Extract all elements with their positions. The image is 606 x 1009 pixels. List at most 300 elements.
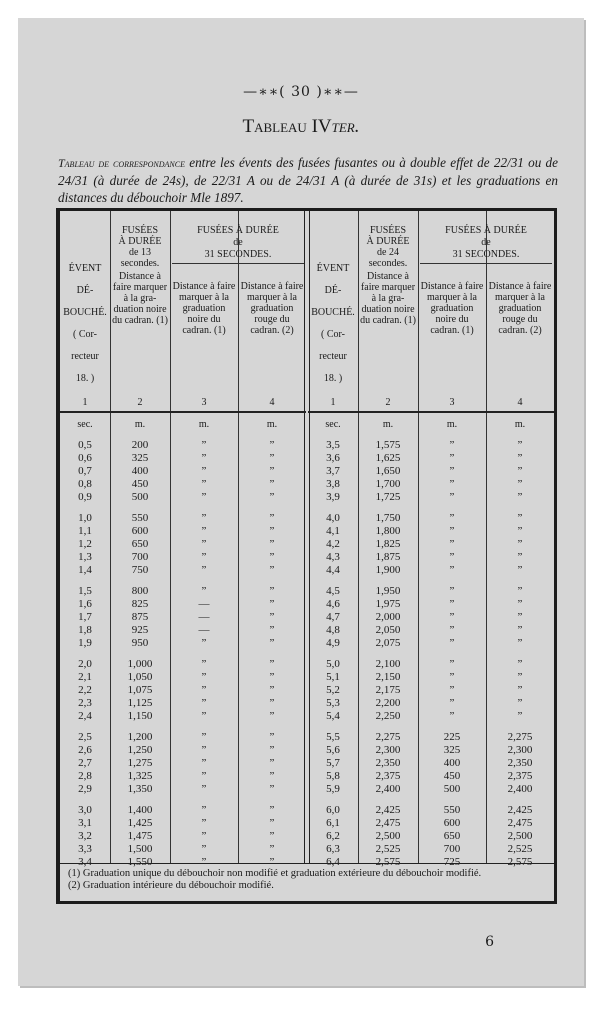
group-header-rule <box>172 263 304 264</box>
table-cell: 2,000 <box>375 611 401 623</box>
table-cell: ” <box>517 710 523 722</box>
table-cell: 2,350 <box>507 757 533 769</box>
table-cell: 5,7 <box>326 757 340 769</box>
page-number: 6 <box>485 934 494 950</box>
table-cell: ” <box>269 439 275 451</box>
table-cell: ” <box>449 684 455 696</box>
table-cell: 450 <box>443 770 461 782</box>
table-cell: 2,275 <box>375 731 401 743</box>
table-cell: 2,175 <box>375 684 401 696</box>
table-cell: 3,6 <box>326 452 340 464</box>
table-cell: ” <box>269 624 275 636</box>
table-cell: 1,5 <box>78 585 92 597</box>
column-number: 2 <box>385 397 391 408</box>
table-cell: 0,5 <box>78 439 92 451</box>
table-cell: ” <box>201 585 207 597</box>
table-cell: — <box>198 611 210 623</box>
table-cell: 2,525 <box>375 843 401 855</box>
table-cell: 3,9 <box>326 491 340 503</box>
unit-label: m. <box>514 419 526 430</box>
table-cell: ” <box>269 783 275 795</box>
table-cell: 700 <box>131 551 149 563</box>
group-header-rule <box>420 263 552 264</box>
table-cell: 2,7 <box>78 757 92 769</box>
table-cell: ” <box>269 856 275 868</box>
table-cell: 5,6 <box>326 744 340 756</box>
table-cell: 3,0 <box>78 804 92 816</box>
table-cell: 0,6 <box>78 452 92 464</box>
footnote-2: (2) Graduation intérieure du débouchoir modifié. <box>68 880 274 891</box>
table-cell: ” <box>201 697 207 709</box>
header-de: DÉ- <box>324 285 342 296</box>
table-cell: ” <box>201 770 207 782</box>
table-cell: ” <box>517 637 523 649</box>
table-cell: 6,1 <box>326 817 340 829</box>
header-recteur: recteur <box>319 351 347 362</box>
header-fusees-sub: À DURÉE <box>118 236 162 247</box>
table-cell: 1,350 <box>127 783 153 795</box>
table-cell: ” <box>449 564 455 576</box>
table-cell: 2,150 <box>375 671 401 683</box>
table-cell: 2,3 <box>78 697 92 709</box>
table-cell: 3,5 <box>326 439 340 451</box>
table-cell: 2,200 <box>375 697 401 709</box>
table-cell: 1,650 <box>375 465 401 477</box>
table-cell: 2,050 <box>375 624 401 636</box>
table-cell: 2,300 <box>507 744 533 756</box>
table-cell: ” <box>517 538 523 550</box>
footnote-1: (1) Graduation unique du débouchoir non modifié et graduation extérieure du débouchoir modifié. <box>68 868 482 879</box>
column-number: 1 <box>82 397 88 408</box>
table-cell: ” <box>269 843 275 855</box>
table-cell: ” <box>517 697 523 709</box>
table-cell: ” <box>269 744 275 756</box>
table-cell: 2,300 <box>375 744 401 756</box>
table-cell: 550 <box>131 512 149 524</box>
table-cell: 5,3 <box>326 697 340 709</box>
table-cell: ” <box>201 817 207 829</box>
table-cell: 5,8 <box>326 770 340 782</box>
column-number: 3 <box>201 397 207 408</box>
table-cell: ” <box>517 684 523 696</box>
table-cell: 725 <box>443 856 461 868</box>
table-cell: ” <box>449 611 455 623</box>
table-cell: 2,375 <box>375 770 401 782</box>
table-cell: 550 <box>443 804 461 816</box>
table-cell: ” <box>201 512 207 524</box>
table-cell: 4,8 <box>326 624 340 636</box>
table-cell: 2,575 <box>507 856 533 868</box>
table-cell: 950 <box>131 637 149 649</box>
header-cor: ( Cor- <box>321 329 345 340</box>
table-cell: ” <box>269 551 275 563</box>
table-cell: ” <box>201 783 207 795</box>
table-cell: ” <box>269 710 275 722</box>
table-cell: 5,1 <box>326 671 340 683</box>
table-cell: 1,800 <box>375 525 401 537</box>
unit-label: m. <box>134 419 146 430</box>
table-cell: 2,425 <box>507 804 533 816</box>
table-cell: 3,8 <box>326 478 340 490</box>
table-cell: 1,900 <box>375 564 401 576</box>
table-cell: ” <box>517 624 523 636</box>
table-cell: ” <box>201 658 207 670</box>
table-cell: ” <box>449 491 455 503</box>
table-cell: 325 <box>443 744 461 756</box>
header-col4-text: Distance à faire marquer à la graduation rouge du cadran. (2) <box>240 281 304 336</box>
column-number: 4 <box>269 397 275 408</box>
table-cell: ” <box>269 452 275 464</box>
table-cell: 5,2 <box>326 684 340 696</box>
table-cell: ” <box>201 710 207 722</box>
table-cell: ” <box>269 491 275 503</box>
table-cell: 2,275 <box>507 731 533 743</box>
table-cell: 2,6 <box>78 744 92 756</box>
header-col2-text: Distance à faire marquer à la gra- duation noire du cadran. (1) <box>112 271 168 326</box>
table-cell: ” <box>269 512 275 524</box>
table-cell: 1,4 <box>78 564 92 576</box>
column-number: 2 <box>137 397 143 408</box>
table-cell: 4,9 <box>326 637 340 649</box>
table-cell: 925 <box>131 624 149 636</box>
column-number: 3 <box>449 397 455 408</box>
header-group31: FUSÉES À DURÉE <box>445 225 527 236</box>
table-cell: ” <box>449 439 455 451</box>
unit-label: m. <box>266 419 278 430</box>
table-cell: 1,9 <box>78 637 92 649</box>
table-cell: ” <box>517 585 523 597</box>
table-cell: 650 <box>131 538 149 550</box>
table-cell: ” <box>449 465 455 477</box>
table-cell: 5,9 <box>326 783 340 795</box>
table-cell: ” <box>517 551 523 563</box>
table-cell: 3,4 <box>78 856 92 868</box>
table-cell: 2,375 <box>507 770 533 782</box>
header-fusees: FUSÉES <box>121 225 159 236</box>
correspondence-table <box>56 208 557 904</box>
table-cell: ” <box>449 585 455 597</box>
table-cell: ” <box>201 439 207 451</box>
table-cell: ” <box>449 598 455 610</box>
table-cell: ” <box>201 452 207 464</box>
table-cell: ” <box>449 637 455 649</box>
table-cell: 5,5 <box>326 731 340 743</box>
header-col4-text: Distance à faire marquer à la graduation rouge du cadran. (2) <box>488 281 552 336</box>
table-cell: 1,0 <box>78 512 92 524</box>
table-cell: 0,7 <box>78 465 92 477</box>
table-cell: — <box>198 598 210 610</box>
table-cell: 2,100 <box>375 658 401 670</box>
table-cell: 600 <box>443 817 461 829</box>
table-cell: 4,0 <box>326 512 340 524</box>
table-cell: 1,8 <box>78 624 92 636</box>
header-group31-sec: 31 SECONDES. <box>452 249 520 260</box>
table-cell: ” <box>517 564 523 576</box>
table-cell: 2,1 <box>78 671 92 683</box>
table-cell: ” <box>269 817 275 829</box>
header-fusees-sec: secondes. <box>120 258 160 269</box>
table-cell: ” <box>517 439 523 451</box>
table-cell: 3,7 <box>326 465 340 477</box>
header-recteur: recteur <box>71 351 99 362</box>
table-cell: ” <box>201 757 207 769</box>
table-cell: 750 <box>131 564 149 576</box>
header-cor: ( Cor- <box>73 329 97 340</box>
table-cell: — <box>198 624 210 636</box>
table-cell: 1,400 <box>127 804 153 816</box>
header-col2-text: Distance à faire marquer à la gra- duation noire du cadran. (1) <box>360 271 416 326</box>
table-cell: 1,700 <box>375 478 401 490</box>
table-cell: ” <box>517 512 523 524</box>
table-cell: 2,475 <box>375 817 401 829</box>
table-half-left <box>60 211 306 868</box>
header-fusees-de: de 24 <box>377 247 399 258</box>
table-cell: 2,575 <box>375 856 401 868</box>
table-cell: 875 <box>131 611 149 623</box>
table-cell: 1,825 <box>375 538 401 550</box>
table-cell: ” <box>517 598 523 610</box>
table-cell: 2,0 <box>78 658 92 670</box>
header-18: 18. ) <box>323 373 343 384</box>
table-cell: ” <box>449 538 455 550</box>
table-cell: ” <box>269 684 275 696</box>
table-cell: 4,7 <box>326 611 340 623</box>
unit-label: m. <box>382 419 394 430</box>
table-cell: 6,3 <box>326 843 340 855</box>
table-cell: ” <box>517 478 523 490</box>
table-cell: 1,750 <box>375 512 401 524</box>
header-col3-text: Distance à faire marquer à la graduation noire du cadran. (1) <box>420 281 484 336</box>
table-cell: 225 <box>443 731 461 743</box>
table-cell: 2,2 <box>78 684 92 696</box>
table-cell: 1,200 <box>127 731 153 743</box>
table-cell: 1,125 <box>127 697 153 709</box>
table-cell: ” <box>201 744 207 756</box>
table-cell: ” <box>517 491 523 503</box>
table-cell: 1,7 <box>78 611 92 623</box>
table-cell: ” <box>201 491 207 503</box>
table-cell: 6,4 <box>326 856 340 868</box>
header-rule <box>308 411 554 413</box>
unit-label: m. <box>446 419 458 430</box>
table-cell: ” <box>449 512 455 524</box>
table-cell: ” <box>449 525 455 537</box>
table-cell: 1,150 <box>127 710 153 722</box>
table-cell: 325 <box>131 452 149 464</box>
table-cell: ” <box>269 757 275 769</box>
table-cell: ” <box>201 637 207 649</box>
footnotes <box>60 863 554 901</box>
table-cell: 2,525 <box>507 843 533 855</box>
table-cell: ” <box>269 564 275 576</box>
table-cell: 1,625 <box>375 452 401 464</box>
table-cell: 4,2 <box>326 538 340 550</box>
table-cell: ” <box>269 830 275 842</box>
table-cell: 4,6 <box>326 598 340 610</box>
table-cell: 800 <box>131 585 149 597</box>
table-cell: 4,4 <box>326 564 340 576</box>
table-cell: 500 <box>443 783 461 795</box>
table-cell: 2,425 <box>375 804 401 816</box>
header-rule <box>60 411 306 413</box>
table-cell: 700 <box>443 843 461 855</box>
table-cell: 2,500 <box>375 830 401 842</box>
header-fusees-sub: À DURÉE <box>366 236 410 247</box>
table-cell: 1,075 <box>127 684 153 696</box>
table-cell: 2,400 <box>507 783 533 795</box>
header-event: ÉVENT <box>68 263 102 274</box>
table-cell: 0,9 <box>78 491 92 503</box>
table-cell: ” <box>269 598 275 610</box>
table-cell: 1,975 <box>375 598 401 610</box>
table-cell: 2,475 <box>507 817 533 829</box>
table-cell: ” <box>449 697 455 709</box>
table-cell: 2,4 <box>78 710 92 722</box>
table-cell: ” <box>201 684 207 696</box>
table-cell: 1,500 <box>127 843 153 855</box>
page-header: —∗∗( 30 )∗∗— <box>243 84 359 100</box>
table-cell: ” <box>517 525 523 537</box>
table-half-right <box>308 211 554 868</box>
table-cell: ” <box>201 538 207 550</box>
table-cell: 6,0 <box>326 804 340 816</box>
table-cell: ” <box>201 671 207 683</box>
table-cell: 3,1 <box>78 817 92 829</box>
table-cell: 5,4 <box>326 710 340 722</box>
unit-label: sec. <box>325 419 341 430</box>
table-cell: 450 <box>131 478 149 490</box>
table-cell: 2,400 <box>375 783 401 795</box>
table-cell: ” <box>201 731 207 743</box>
table-cell: 1,950 <box>375 585 401 597</box>
table-cell: 400 <box>131 465 149 477</box>
table-cell: ” <box>201 830 207 842</box>
table-cell: ” <box>449 671 455 683</box>
table-cell: 200 <box>131 439 149 451</box>
table-cell: 1,000 <box>127 658 153 670</box>
table-cell: 1,275 <box>127 757 153 769</box>
table-cell: 400 <box>443 757 461 769</box>
header-event: ÉVENT <box>316 263 350 274</box>
header-group31: FUSÉES À DURÉE <box>197 225 279 236</box>
table-cell: ” <box>269 804 275 816</box>
table-cell: ” <box>269 465 275 477</box>
table-cell: 1,325 <box>127 770 153 782</box>
table-cell: 1,425 <box>127 817 153 829</box>
table-cell: ” <box>517 658 523 670</box>
table-cell: 2,075 <box>375 637 401 649</box>
table-cell: 2,500 <box>507 830 533 842</box>
column-number: 1 <box>330 397 336 408</box>
header-fusees: FUSÉES <box>369 225 407 236</box>
unit-label: sec. <box>77 419 93 430</box>
table-cell: ” <box>201 551 207 563</box>
table-cell: ” <box>269 770 275 782</box>
table-cell: 825 <box>131 598 149 610</box>
table-cell: 4,5 <box>326 585 340 597</box>
intro-paragraph: Tableau de correspondance entre les évents des fusées fusantes ou à double effet de 22/31 ou de 24/31 (à durée de 24s), de 22/31 A ou de 24/31 A (à durée de 31s) et les graduations en distances du débouchoir Mle 1897. <box>58 155 558 205</box>
header-group31-sec: 31 SECONDES. <box>204 249 272 260</box>
table-cell: 1,725 <box>375 491 401 503</box>
table-cell: 1,3 <box>78 551 92 563</box>
table-cell: ” <box>269 671 275 683</box>
table-cell: ” <box>201 478 207 490</box>
table-cell: 2,350 <box>375 757 401 769</box>
table-cell: 1,575 <box>375 439 401 451</box>
table-cell: 2,9 <box>78 783 92 795</box>
table-cell: 500 <box>131 491 149 503</box>
unit-label: m. <box>198 419 210 430</box>
table-cell: ” <box>449 658 455 670</box>
table-cell: ” <box>269 697 275 709</box>
table-cell: ” <box>201 804 207 816</box>
table-cell: 3,3 <box>78 843 92 855</box>
table-cell: 1,250 <box>127 744 153 756</box>
table-cell: ” <box>517 452 523 464</box>
table-cell: ” <box>269 538 275 550</box>
table-cell: 2,250 <box>375 710 401 722</box>
table-cell: ” <box>201 843 207 855</box>
table-cell: 1,050 <box>127 671 153 683</box>
table-cell: 600 <box>131 525 149 537</box>
table-cell: ” <box>449 452 455 464</box>
table-cell: ” <box>201 856 207 868</box>
table-cell: ” <box>449 478 455 490</box>
header-col3-text: Distance à faire marquer à la graduation noire du cadran. (1) <box>172 281 236 336</box>
table-cell: ” <box>269 611 275 623</box>
header-group31-de: de <box>233 237 243 248</box>
table-cell: ” <box>269 478 275 490</box>
table-cell: ” <box>201 465 207 477</box>
header-group31-de: de <box>481 237 491 248</box>
column-number: 4 <box>517 397 523 408</box>
header-bouche: BOUCHÉ. <box>311 307 355 318</box>
table-cell: 2,5 <box>78 731 92 743</box>
table-cell: 6,2 <box>326 830 340 842</box>
table-cell: 650 <box>443 830 461 842</box>
table-cell: 0,8 <box>78 478 92 490</box>
table-cell: 1,475 <box>127 830 153 842</box>
page-title: Tableau IVter. <box>242 116 360 137</box>
table-cell: ” <box>201 564 207 576</box>
table-cell: ” <box>449 551 455 563</box>
table-cell: 5,0 <box>326 658 340 670</box>
table-cell: 1,550 <box>127 856 153 868</box>
table-cell: 1,2 <box>78 538 92 550</box>
table-cell: 4,1 <box>326 525 340 537</box>
table-cell: 1,875 <box>375 551 401 563</box>
table-cell: 2,8 <box>78 770 92 782</box>
table-cell: ” <box>449 710 455 722</box>
header-fusees-sec: secondes. <box>368 258 408 269</box>
table-cell: 1,1 <box>78 525 92 537</box>
table-cell: ” <box>449 624 455 636</box>
table-cell: ” <box>269 658 275 670</box>
header-bouche: BOUCHÉ. <box>63 307 107 318</box>
table-cell: 1,6 <box>78 598 92 610</box>
header-18: 18. ) <box>75 373 95 384</box>
table-cell: 4,3 <box>326 551 340 563</box>
document-page <box>18 18 584 986</box>
header-fusees-de: de 13 <box>129 247 151 258</box>
table-cell: ” <box>517 611 523 623</box>
table-cell: ” <box>201 525 207 537</box>
table-cell: ” <box>269 731 275 743</box>
table-cell: ” <box>269 637 275 649</box>
table-cell: ” <box>269 585 275 597</box>
table-cell: 3,2 <box>78 830 92 842</box>
table-cell: ” <box>517 671 523 683</box>
